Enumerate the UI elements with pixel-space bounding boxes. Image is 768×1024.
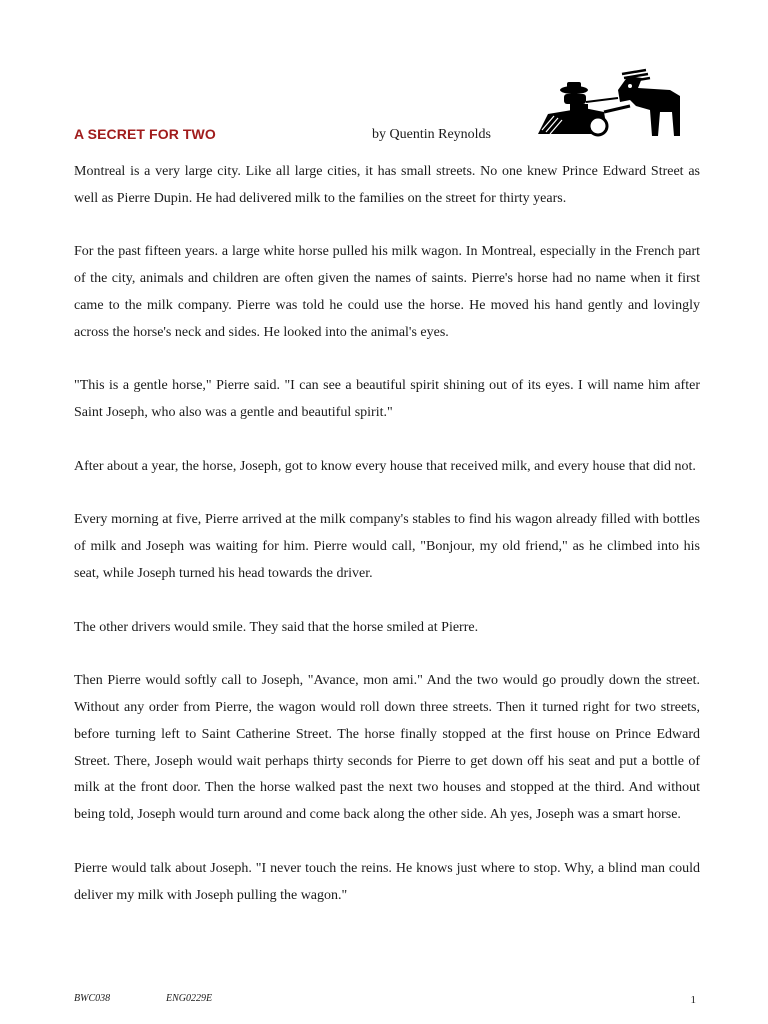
paragraph: Montreal is a very large city. Like all large cities, it has small streets. No one knew Prince Edward Street as well as Pierre Dupin. He had delivered milk to the families on the street for thirty years. bbox=[74, 164, 700, 206]
footer-code-bwc: BWC038 bbox=[74, 993, 111, 1004]
story-title: A SECRET FOR TWO bbox=[74, 126, 216, 142]
paragraph: Then Pierre would softly call to Joseph, "Avance, mon ami." And the two would go proudly down the street. Without any order from Pierre, the wagon would roll down three streets. Then it turned right for two streets, before turning left to Saint Catherine Street. The horse finally stopped at the first house on Prince Edward Street. There, Joseph would wait perhaps thirty seconds for Pierre to get down off his seat and put a bottle of milk at the front door. Then the horse walked past the next two houses and stopped at the third. And without being told, Joseph would turn around and come back along the other side. Ah yes, Joseph was a smart horse. bbox=[74, 673, 700, 823]
paragraph: For the past fifteen years. a large white horse pulled his milk wagon. In Montreal, especially in the French part of the city, animals and children are often given the names of saints. Pierre's horse had no name when it first came to the milk company. Pierre was told he could use the horse. He moved his hand gently and lovingly across the horse's neck and sides. He looked into the animal's eyes. bbox=[74, 244, 700, 340]
paragraph: Every morning at five, Pierre arrived at the milk company's stables to find his wagon already filled with bottles of milk and Joseph was waiting for him. Pierre would call, "Bonjour, my old friend," as he climbed into his seat, while Joseph turned his head towards the driver. bbox=[74, 512, 700, 581]
footer-code-eng: ENG0229E bbox=[166, 993, 213, 1004]
paragraph: After about a year, the horse, Joseph, got to know every house that received milk, and every house that did not. bbox=[74, 458, 696, 474]
paragraph: Pierre would talk about Joseph. "I never touch the reins. He knows just where to stop. Why, a blind man could deliver my milk with Joseph pulling the wagon." bbox=[74, 860, 700, 903]
paragraph: "This is a gentle horse," Pierre said. "I can see a beautiful spirit shining out of its eyes. I will name him after Saint Joseph, who also was a gentle and beautiful spirit." bbox=[74, 378, 700, 421]
author-byline: by Quentin Reynolds bbox=[372, 127, 491, 142]
horse-and-milk-wagon-icon bbox=[534, 68, 684, 140]
page-number: 1 bbox=[690, 994, 696, 1006]
story-body bbox=[74, 159, 700, 936]
paragraph: The other drivers would smile. They said that the horse smiled at Pierre. bbox=[74, 619, 479, 635]
